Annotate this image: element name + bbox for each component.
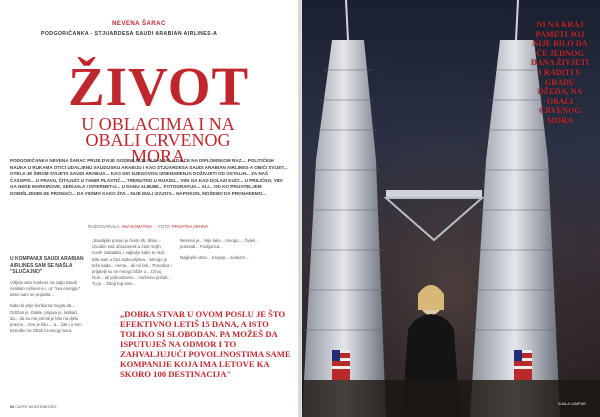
column-subheading: U KOMPANIJI SAUDI ARABIAN AIRLINES SAM SE NAŠLA "SLUČAJNO" [10,256,84,276]
page-footer [10,405,56,409]
column-1 [10,256,84,334]
article-title: ŽIVOT [68,56,250,117]
author-name: NEVENA ŠARAC [112,21,166,27]
column-1-text: Vidjela sam konkurs na sajtu Saudi Arabian Airlines-a i, uz "svu energiju" tamo sam se prijavila... [10,279,81,298]
page-number: 84 [10,405,15,409]
column-3 [180,238,268,262]
credits-photo: PRIVATNA ARHIVA [172,224,209,229]
photo-caption: KUALA LUMPUR [558,402,586,406]
skybridge [386,190,482,198]
column-3-text-2: Najljepši utisci... Krajnje... svakom... [180,255,249,261]
credits-prefix: RAZGOVARALA: [88,224,121,229]
column-2-text: „Saudijski posao je često tih, tišine... Uvodim naš obrazovnik u čast mojih novih zadataka, i najbolje kako to radi. Bila sam u fazi zadovoljstva... Mnogo je teže kada... nema... ali mi fali... Porodica i prijatelji su mi mnogo bliže u ...Crnoj Gori... ali jednostavno... možemo pričati... Tu je... Zbog tog sam... [92,238,172,287]
credits-author: ANA KOMATINA [121,224,153,229]
callout-text: NI NA KRAJ PAMETI JOJ NIJE BILO DA ĆE JEDNOG DANA ŽIVJETI I RADITI U GRADU DŽEDA, NA OBALI CRVENOG MORA [530,20,589,125]
kicker: PODGORIČANKA - STJUARDESA SAUDI ARABIAN AIRLINES-A [41,31,218,37]
right-page [302,0,600,417]
column-2 [92,238,172,288]
article-subtitle: U OBLACIMA I NA OBALI CRVENOG MORA [81,114,235,166]
credits: RAZGOVARALA: ANA KOMATINA · FOTO: PRIVATNA ARHIVA [88,224,209,229]
pull-quote: „DOBRA STVAR U OVOM POSLU JE ŠTO EFEKTIVNO LETIŠ 15 DANA, A ISTO TOLIKO SI SLOBODAN. PA MOŽEŠ DA ISPUTUJEŠ NA ODMOR I TO ZAHVALJUJUĆI POVOLJNOSTIMA SAME KOMPANIJE KOJA IMA LETOVE KA SKORO 100 DESTINACIJA" [120,309,291,379]
article-lead: PODGORIČANKA NEVENA ŠARAC PRIJE DVIJE GODINE NIJE NI SANJALA DA ĆE NA DIPLOMSKOM RAZ.... POLITIČKIH NAUKA U RUKAMA OTICI UDALJENU SAUDIJSKU ARABIJU I KAO STJUARDESA SAUDI ARABIAN AIRLINES-A OBIĆI SVIJET... OTELA JE ŠIROM SVIJETA SAUDI ARABIJA... KAO DIO NJEGOVOG IZNENAĐENJA DOŽIVJETI OD OSTALIH... ZA NAŠ ČASOPIS... U PRAVU, ČITAJUĆI U TAMIR PLASTIČ..., TRENUTNO U RIJADU... VIDI GA KAD DOLAZI KUĆI... U PRILIČNO, VIDI GA NEKE MARKIROVE, SERIJALA I INTERNET-U... U DANU ALBUMI... FOTOGRAFIJA... ALI... OD KO PRIJATELJEM DOMIŠLJENIM SE PRONAĆI... DA VIDIMO KAKO ŽIVI... NIJE MALI IZAZOV... NAPOKON, MOŽEMO DA PRONAĐEMO... [10,158,288,196]
column-3-text: Nevena je... Nije lako... mnogo..., živjeti... putovati... Podgorica... [180,238,259,250]
column-1-text-2: Kako bi prije konkursa mogla da... Održan je. Dakle, prijava je, katkad, da... da su me primili je bilo na djelu pravno... Sve je bilo..., a... čak i u tom trenutku na Obali Crvenog mora. [10,303,82,334]
magazine-name: CAFFE MONTENEGRO [15,405,57,409]
credits-photo-prefix: FOTO: [158,224,171,229]
